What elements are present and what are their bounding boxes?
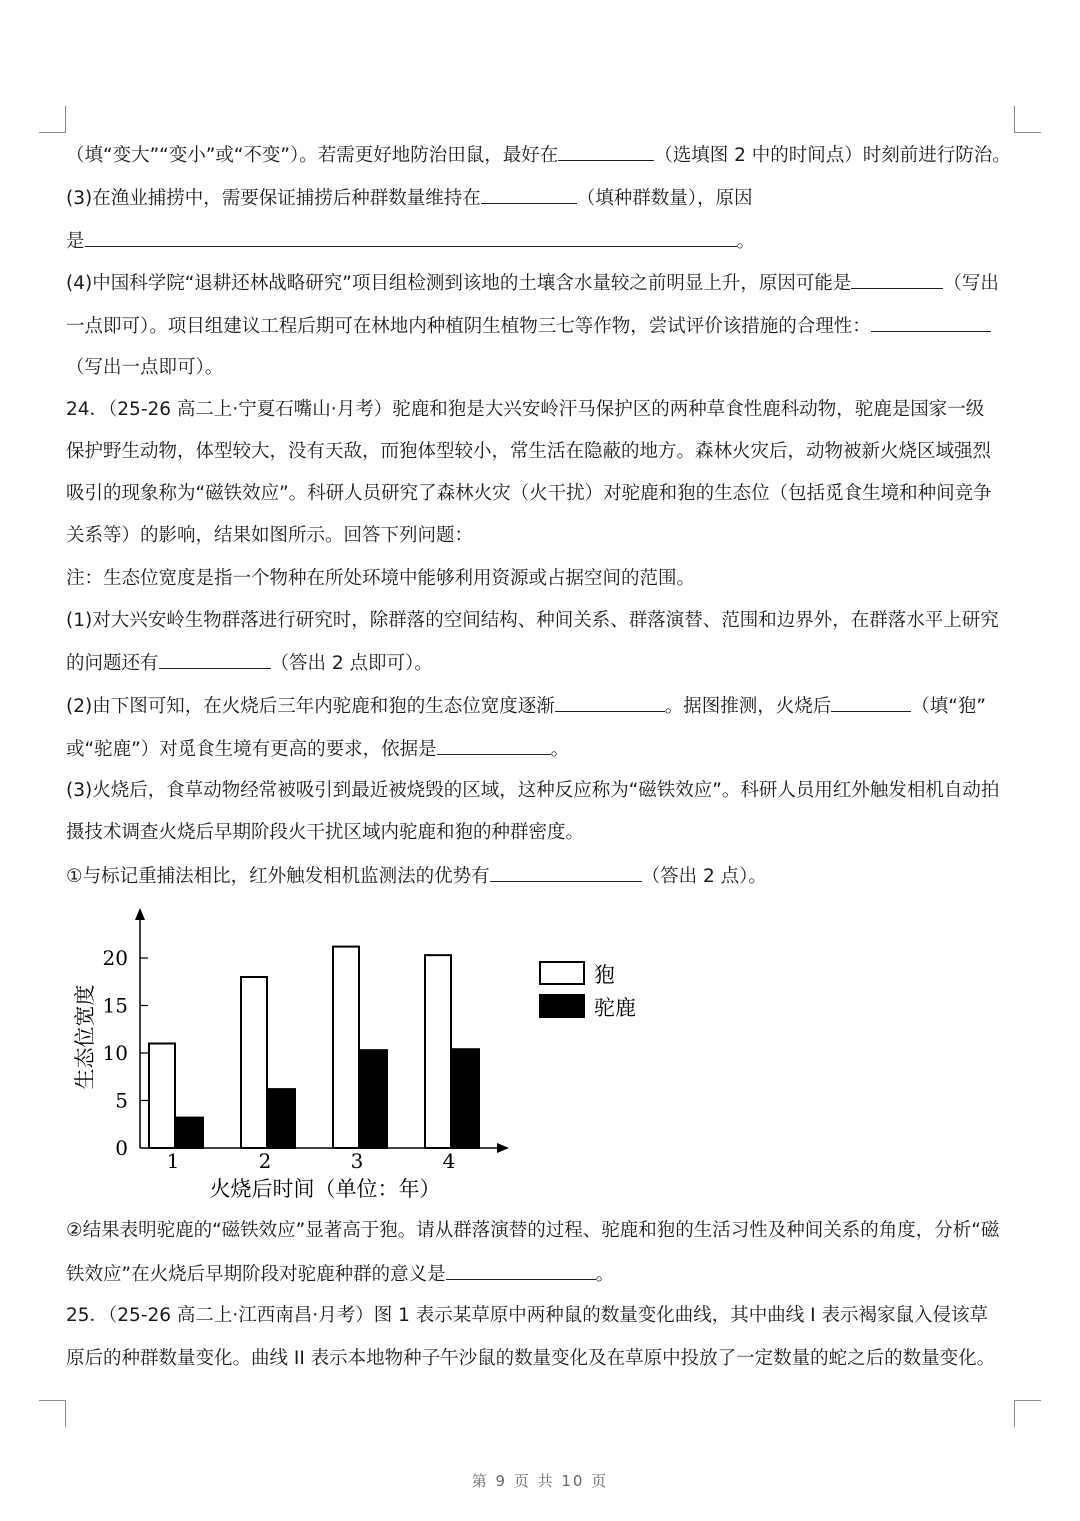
x-tick-label: 1 [166,1149,180,1173]
text-line [66,185,1016,212]
answer-blank[interactable] [85,228,737,247]
text-segment: 。 [736,231,756,252]
text-line: 保护野生动物，体型较大，没有天敌，而狍体型较小，常生活在隐蔽的地方。森林火灾后，动物被新火烧区域强烈 [66,441,992,462]
text-segment: ①与标记重捕法相比，红外触发相机监测法的优势有 [66,866,490,887]
x-tick-label: 2 [258,1149,272,1173]
chart-legend [540,962,636,1020]
text-line [66,228,1016,255]
text-line [66,142,1016,169]
y-tick-label: 20 [102,946,128,970]
answer-blank[interactable] [555,693,665,712]
legend-moose-swatch [540,995,584,1017]
text-line: (3)火烧后，食草动物经常被吸引到最近被烧毁的区域，这种反应称为“磁铁效应”。科研人员用红外触发相机自动拍 [66,780,1000,801]
text-line [66,1261,1016,1288]
y-tick-label: 10 [102,1041,128,1065]
text-line: 关系等）的影响，结果如图所示。回答下列问题： [66,525,474,546]
text-segment: （填“狍” [911,696,986,717]
answer-blank[interactable] [871,313,991,332]
roe-deer-bar [425,955,451,1148]
roe-deer-bar [149,1044,175,1149]
text-line: （写出一点即可）。 [66,357,224,378]
text-segment: (3)在渔业捕捞中，需要保证捕捞后种群数量维持在 [66,188,481,209]
legend-moose-label: 驼鹿 [594,996,636,1020]
text-segment: （写出 [943,273,999,294]
text-segment: 。 [550,739,570,760]
answer-blank[interactable] [437,736,551,755]
text-line [66,313,1080,340]
text-line: (1)对大兴安岭生物群落进行研究时，除群落的空间结构、种间关系、群落演替、范围和边界外，在群落水平上研究 [66,610,999,631]
text-line [66,736,1016,763]
text-segment: 。据图推测，火烧后 [664,696,832,717]
moose-bar [453,1049,479,1148]
niche-width-bar-chart [60,895,660,1210]
question-24-stem: 24．（25-26 高二上·宁夏石嘴山·月考）驼鹿和狍是大兴安岭汗马保护区的两种草食性鹿科动物，驼鹿是国家一级 [66,399,985,420]
text-segment: （选填图 2 中的时间点）时刻前进行防治。 [654,145,1011,166]
text-segment: 一点即可）。项目组建议工程后期可在林地内种植阴生植物三七等作物，尝试评价该措施的合理性： [66,316,871,337]
text-line: ②结果表明驼鹿的“磁铁效应”显著高于狍。请从群落演替的过程、驼鹿和狍的生活习性及种间关系的角度，分析“磁 [66,1220,1000,1241]
text-segment: (4)中国科学院“退耕还林战略研究”项目组检测到该地的土壤含水量较之前明显上升，原因可能是 [66,273,852,294]
corner-mark [1014,106,1041,133]
answer-blank[interactable] [558,142,654,161]
y-tick-label: 0 [115,1136,128,1160]
answer-blank[interactable] [490,863,642,882]
page-footer: 第 9 页 共 10 页 [471,1472,609,1490]
corner-mark [1014,1400,1041,1427]
chart-bars [149,947,479,1148]
y-axis-label: 生态位宽度 [73,984,97,1090]
text-line: 原后的种群数量变化。曲线 II 表示本地物种子午沙鼠的数量变化及在草原中投放了一定数量的蛇之后的数量变化。 [66,1348,996,1369]
x-tick-label: 3 [350,1149,364,1173]
text-segment: （填“变大”“变小”或“不变”）。若需更好地防治田鼠，最好在 [66,145,559,166]
corner-mark [39,106,66,133]
text-line [66,863,1016,890]
text-segment: 或“驼鹿”）对觅食生境有更高的要求，依据是 [66,739,437,760]
answer-blank[interactable] [446,1261,596,1280]
answer-blank[interactable] [481,185,577,204]
answer-blank[interactable] [851,270,943,289]
text-segment: （答出 2 点即可）。 [270,653,433,674]
x-tick-label: 4 [442,1149,456,1173]
x-axis-label: 火烧后时间（单位：年） [209,1177,441,1201]
text-segment: (2)由下图可知，在火烧后三年内驼鹿和狍的生态位宽度逐渐 [66,696,555,717]
answer-blank[interactable] [159,650,271,669]
question-25-stem: 25．（25-26 高二上·江西南昌·月考）图 1 表示某草原中两种鼠的数量变化曲线，其中曲线 I 表示褐家鼠入侵该草 [66,1305,988,1326]
text-line [66,693,1016,720]
roe-deer-bar [333,947,359,1148]
text-line: 摄技术调查火烧后早期阶段火干扰区域内驼鹿和狍的种群密度。 [66,822,585,843]
text-segment: 的问题还有 [66,653,159,674]
y-tick-label: 5 [115,1088,128,1113]
text-line [66,270,1016,297]
x-axis-arrow [497,1143,509,1153]
y-axis-arrow [135,908,145,920]
corner-mark [39,1400,66,1427]
legend-roe-deer-label: 狍 [594,963,615,987]
text-line [66,650,1016,677]
note-line: 注：生态位宽度是指一个物种在所处环境中能够利用资源或占据空间的范围。 [66,568,696,589]
moose-bar [269,1089,295,1148]
answer-blank[interactable] [831,693,911,712]
text-segment: 。 [595,1264,615,1285]
moose-bar [361,1050,387,1148]
text-segment: 是 [66,231,85,252]
moose-bar [177,1118,203,1148]
roe-deer-bar [241,977,267,1148]
text-segment: （填种群数量），原因 [576,188,753,209]
y-tick-label: 15 [102,993,128,1018]
text-segment: （答出 2 点）。 [641,866,767,887]
text-segment: 铁效应”在火烧后早期阶段对驼鹿种群的意义是 [66,1264,446,1285]
text-line: 吸引的现象称为“磁铁效应”。科研人员研究了森林火灾（火干扰）对驼鹿和狍的生态位（包括觅食生境和种间竞争 [66,483,992,504]
legend-roe-deer-swatch [540,962,584,984]
